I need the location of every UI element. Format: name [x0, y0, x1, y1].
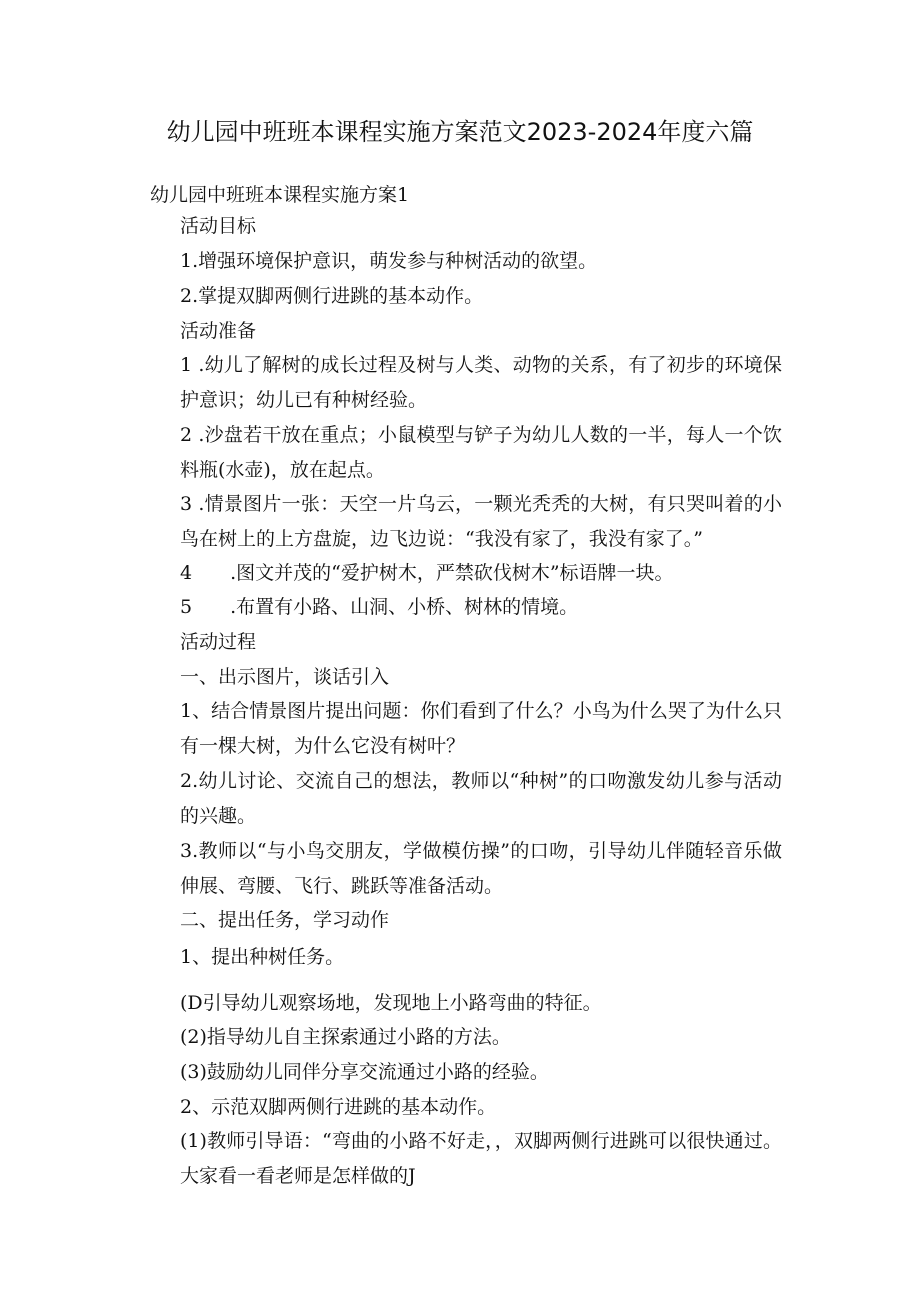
step2-item-2: 2、示范双脚两侧行进跳的基本动作。 [180, 1096, 497, 1118]
goal-item-2: 2.掌提双脚两侧行进跳的基本动作。 [180, 285, 484, 307]
prep-item-1: 1 .幼儿了解树的成长过程及树与人类、动物的关系，有了初步的环境保护意识；幼儿已有种树经验。 [180, 354, 782, 411]
step1-item-2: 2.幼儿讨论、交流自己的想法，教师以“种树”的口吻激发幼儿参与活动的兴趣。 [180, 770, 782, 827]
process-heading: 活动过程 [180, 631, 257, 653]
step2-heading: 二、提出任务，学习动作 [180, 909, 390, 931]
step1-item-1: 1、结合情景图片提出问题：你们看到了什么？小鸟为什么哭了为什么只有一棵大树，为什么它没有树叶？ [180, 700, 782, 757]
prep-item-3: 3 .情景图片一张：天空一片乌云，一颗光秃秃的大树，有只哭叫着的小鸟在树上的上方盘旋，边飞边说：“我没有家了，我没有家了。” [180, 493, 782, 550]
step2-item-1b: (2)指导幼儿自主探索通过小路的方法。 [180, 1026, 511, 1048]
step2-item-1a: (D引导幼儿观察场地，发现地上小路弯曲的特征。 [180, 992, 602, 1014]
prep-heading: 活动准备 [180, 320, 257, 342]
step1-item-3: 3.教师以“与小鸟交朋友，学做模仿操”的口吻，引导幼儿伴随轻音乐做伸展、弯腰、飞行、跳跃等准备活动。 [180, 840, 782, 897]
step1-heading: 一、出示图片，谈话引入 [180, 666, 390, 688]
section-heading: 幼儿园中班班本课程实施方案1 [150, 184, 410, 206]
prep-item-5: 5 .布置有小路、山洞、小桥、树林的情境。 [180, 596, 579, 618]
goal-heading: 活动目标 [180, 215, 257, 237]
step2-item-2a: (1)教师引导语：“弯曲的小路不好走，，双脚两侧行进跳可以很快通过。大家看一看老师是怎样做的J [180, 1130, 782, 1187]
step2-item-1c: (3)鼓励幼儿同伴分享交流通过小路的经验。 [180, 1061, 549, 1083]
document-title: 幼儿园中班班本课程实施方案范文2023-2024年度六篇 [166, 118, 754, 146]
step2-item-1: 1、提出种树任务。 [180, 946, 345, 968]
prep-item-2: 2 .沙盘若干放在重点；小鼠模型与铲子为幼儿人数的一半，每人一个饮料瓶(水壶)，放在起点。 [180, 424, 782, 481]
prep-item-4: 4 .图文并茂的“爱护树木，严禁砍伐树木”标语牌一块。 [180, 562, 674, 584]
goal-item-1: 1.增强环境保护意识，萌发参与种树活动的欲望。 [180, 250, 598, 272]
